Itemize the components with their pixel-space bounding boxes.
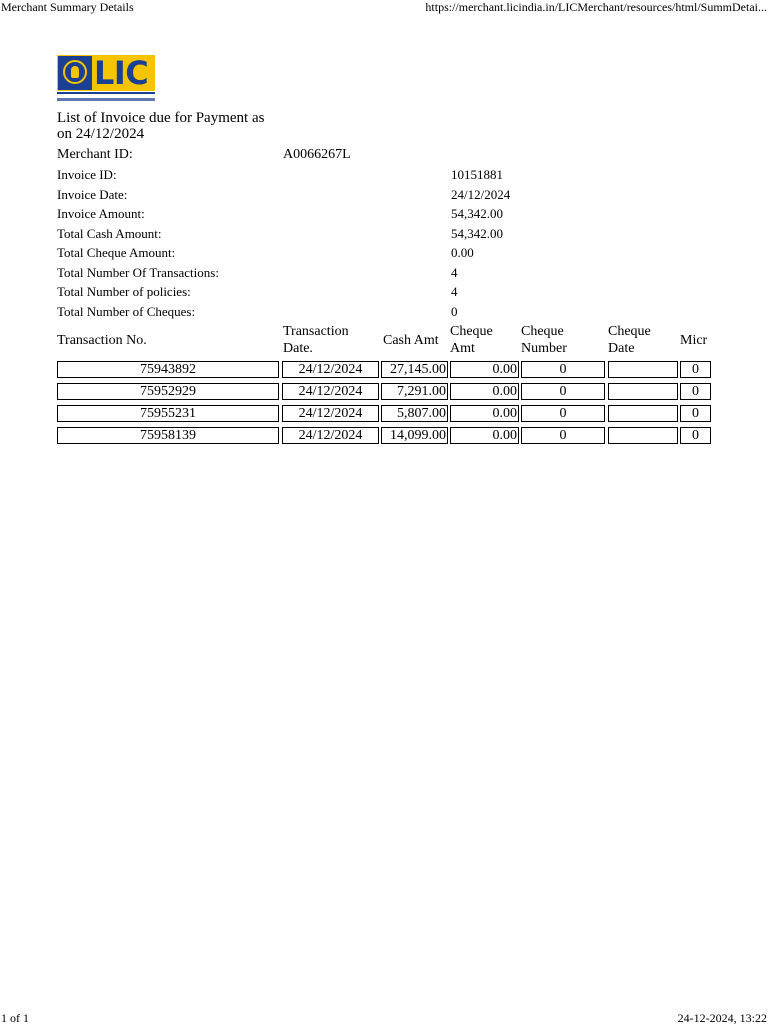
- invoice-date-label: Invoice Date:: [57, 187, 128, 202]
- total-cash-amount-value: 54,342.00: [451, 226, 503, 241]
- merchant-id-label: Merchant ID:: [57, 147, 133, 162]
- cheque-date-cell: [608, 361, 678, 378]
- print-page-url: https://merchant.licindia.in/LICMerchant/resources/html/SummDetai...: [425, 0, 767, 14]
- cheque-number-cell: 0: [521, 405, 605, 422]
- header-micr: Micr: [680, 333, 708, 348]
- total-policies-label: Total Number of policies:: [57, 284, 191, 299]
- page-heading: List of Invoice due for Payment as on 24/12/2024: [57, 110, 265, 142]
- txn-no-cell: 75943892: [57, 361, 279, 378]
- txn-no-cell: 75958139: [57, 427, 279, 444]
- lic-logo: [57, 55, 155, 103]
- micr-cell: 0: [680, 405, 711, 422]
- total-cheques-value: 0: [451, 304, 458, 319]
- txn-date-cell: 24/12/2024: [282, 427, 379, 444]
- logo-banner: [57, 55, 155, 91]
- cheque-amt-cell: 0.00: [450, 427, 519, 444]
- total-cheques-label: Total Number of Cheques:: [57, 304, 196, 319]
- cash-amt-cell: 7,291.00: [381, 383, 448, 400]
- invoice-amount-label: Invoice Amount:: [57, 206, 145, 221]
- invoice-date-value: 24/12/2024: [451, 187, 511, 202]
- invoice-id-value: 10151881: [451, 167, 503, 182]
- print-page-title: Merchant Summary Details: [1, 0, 134, 14]
- txn-no-cell: 75952929: [57, 383, 279, 400]
- cheque-date-cell: [608, 427, 678, 444]
- micr-cell: 0: [680, 427, 711, 444]
- txn-date-cell: 24/12/2024: [282, 383, 379, 400]
- merchant-id-value: A0066267L: [283, 147, 351, 162]
- header-cheque-number: Cheque Number: [521, 324, 567, 356]
- lamp-emblem-icon: [58, 56, 92, 90]
- cash-amt-cell: 14,099.00: [381, 427, 448, 444]
- cheque-amt-cell: 0.00: [450, 405, 519, 422]
- cheque-date-cell: [608, 405, 678, 422]
- micr-cell: 0: [680, 383, 711, 400]
- print-page-count: 1 of 1: [1, 1011, 29, 1025]
- cheque-date-cell: [608, 383, 678, 400]
- total-cash-amount-label: Total Cash Amount:: [57, 226, 162, 241]
- txn-no-cell: 75955231: [57, 405, 279, 422]
- cheque-number-cell: 0: [521, 383, 605, 400]
- header-transaction-date: Transaction Date.: [283, 324, 349, 356]
- header-cheque-date: Cheque Date: [608, 324, 651, 356]
- header-cheque-amt: Cheque Amt: [450, 324, 493, 356]
- cheque-number-cell: 0: [521, 361, 605, 378]
- logo-wordmark: LIC: [94, 54, 149, 92]
- total-cheque-amount-value: 0.00: [451, 245, 474, 260]
- invoice-amount-value: 54,342.00: [451, 206, 503, 221]
- txn-date-cell: 24/12/2024: [282, 405, 379, 422]
- cash-amt-cell: 5,807.00: [381, 405, 448, 422]
- micr-cell: 0: [680, 361, 711, 378]
- total-policies-value: 4: [451, 284, 458, 299]
- print-timestamp: 24-12-2024, 13:22: [677, 1011, 767, 1025]
- total-transactions-value: 4: [451, 265, 458, 280]
- total-transactions-label: Total Number Of Transactions:: [57, 265, 219, 280]
- cheque-amt-cell: 0.00: [450, 383, 519, 400]
- header-transaction-no: Transaction No.: [57, 333, 147, 348]
- cheque-number-cell: 0: [521, 427, 605, 444]
- total-cheque-amount-label: Total Cheque Amount:: [57, 245, 176, 260]
- cheque-amt-cell: 0.00: [450, 361, 519, 378]
- header-cash-amt: Cash Amt: [383, 333, 439, 348]
- invoice-id-label: Invoice ID:: [57, 167, 117, 182]
- logo-hindi-text: [57, 91, 155, 96]
- logo-english-text: [57, 98, 155, 101]
- cash-amt-cell: 27,145.00: [381, 361, 448, 378]
- txn-date-cell: 24/12/2024: [282, 361, 379, 378]
